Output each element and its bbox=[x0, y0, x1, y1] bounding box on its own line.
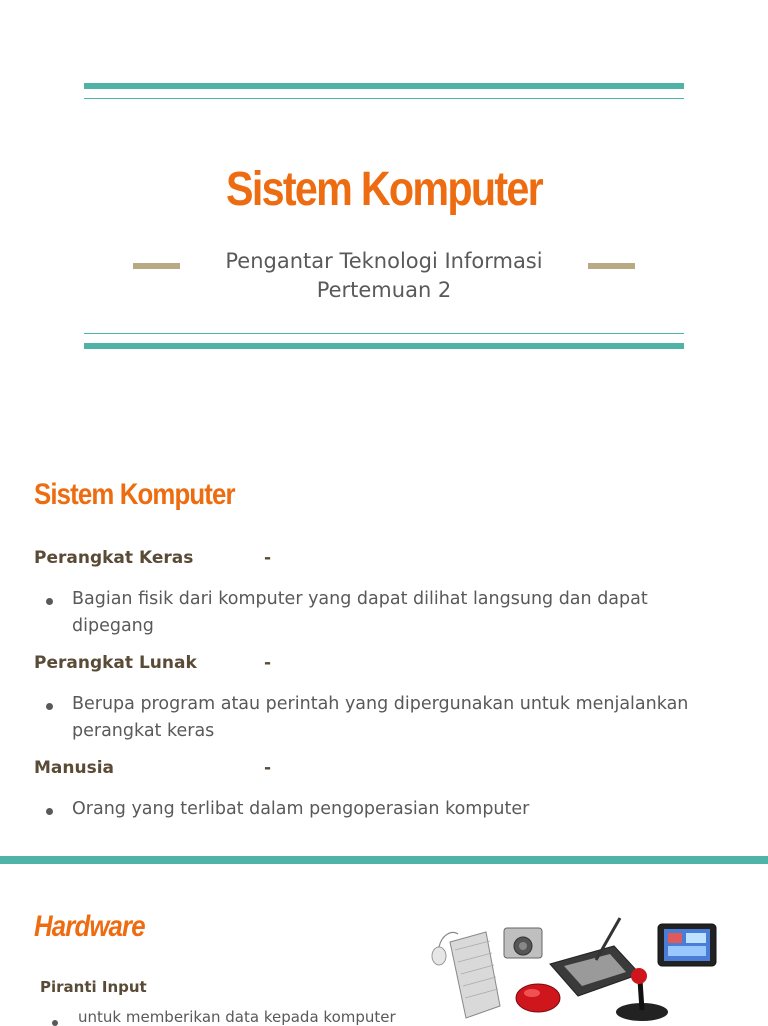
bullet-text-line-1: Bagian fisik dari komputer yang dapat dilihat langsung dan dapat bbox=[72, 589, 648, 609]
title-slide bbox=[0, 0, 768, 432]
section-dash: - bbox=[264, 653, 272, 673]
drawing-tablet-icon bbox=[550, 918, 640, 996]
bullet-software bbox=[46, 691, 726, 745]
input-devices-illustration bbox=[428, 914, 728, 1024]
section-label-text: Perangkat Lunak bbox=[34, 653, 197, 673]
bullet-dot-icon bbox=[46, 703, 53, 710]
slide3-bullet bbox=[52, 1008, 396, 1026]
slide2-heading: Sistem Komputer bbox=[34, 478, 235, 511]
slide-divider bbox=[0, 856, 768, 864]
section-dash: - bbox=[264, 548, 272, 568]
slide-subtitle bbox=[0, 247, 768, 305]
bottom-band-thin bbox=[84, 333, 684, 334]
camera-icon bbox=[504, 928, 542, 958]
bullet-dot-icon bbox=[52, 1020, 58, 1026]
bullet-hardware bbox=[46, 586, 726, 640]
bullet-dot-icon bbox=[46, 808, 53, 815]
laser-mouse-icon bbox=[516, 984, 560, 1012]
top-band-thick bbox=[84, 83, 684, 89]
top-band-thin bbox=[84, 98, 684, 99]
bullet-text-line-2: perangkat keras bbox=[72, 721, 215, 741]
subtitle-line-1: Pengantar Teknologi Informasi bbox=[225, 249, 543, 273]
bullet-text-line-2: dipegang bbox=[72, 616, 154, 636]
bullet-brainware bbox=[46, 796, 726, 823]
section-label-brainware bbox=[34, 758, 272, 778]
touch-monitor-icon bbox=[658, 924, 716, 966]
bottom-band-thick bbox=[84, 343, 684, 349]
slide3-subheading: Piranti Input bbox=[40, 978, 147, 996]
section-label-text: Manusia bbox=[34, 758, 115, 778]
section-dash: - bbox=[264, 758, 272, 778]
section-label-hardware bbox=[34, 548, 272, 568]
slide3-heading: Hardware bbox=[34, 910, 145, 943]
keyboard-icon bbox=[450, 932, 500, 1018]
section-label-text: Perangkat Keras bbox=[34, 548, 194, 568]
slide-title: Sistem Komputer bbox=[226, 163, 542, 216]
section-label-software bbox=[34, 653, 272, 673]
bullet-text-line-1: Berupa program atau perintah yang dipergunakan untuk menjalankan bbox=[72, 694, 689, 714]
bullet-text: untuk memberikan data kepada komputer bbox=[78, 1008, 396, 1026]
bullet-dot-icon bbox=[46, 598, 53, 605]
subtitle-line-2: Pertemuan 2 bbox=[316, 278, 452, 302]
bullet-text-line-1: Orang yang terlibat dalam pengoperasian komputer bbox=[72, 799, 530, 819]
